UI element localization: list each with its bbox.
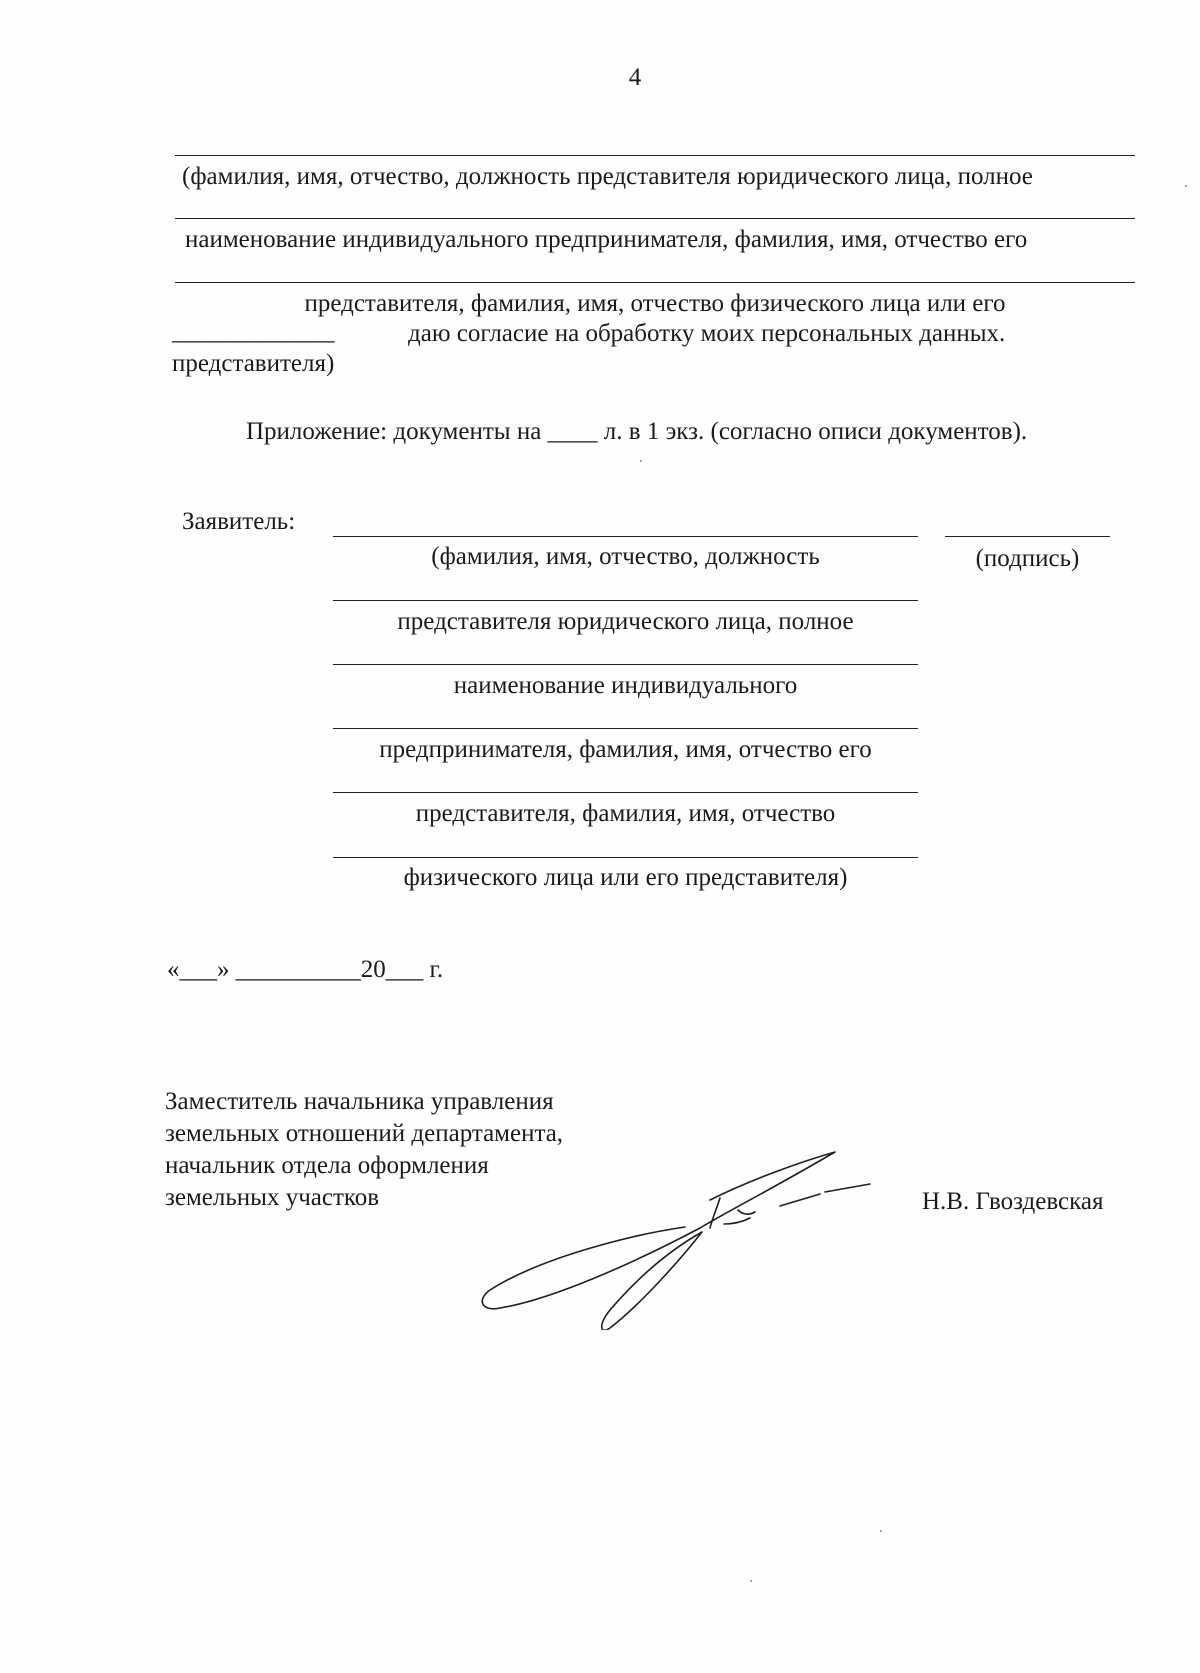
applicant-line bbox=[333, 728, 918, 729]
form-hint-line-2: наименование индивидуального предпринимателя, фамилия, имя, отчество его bbox=[185, 226, 1028, 253]
signature-line bbox=[945, 536, 1110, 537]
form-line bbox=[175, 218, 1135, 219]
consent-text: даю согласие на обработку моих персональных данных. bbox=[408, 320, 1006, 347]
form-hint-line-4: представителя) bbox=[172, 350, 335, 377]
date-close-quote: » bbox=[217, 956, 230, 983]
date-year-blank: ___ bbox=[385, 956, 424, 983]
signatory-position-3: начальник отдела оформления bbox=[165, 1152, 489, 1179]
applicant-hint-6: физического лица или его представителя) bbox=[403, 864, 848, 891]
signatory-position-1: Заместитель начальника управления bbox=[165, 1088, 554, 1115]
applicant-line bbox=[333, 792, 918, 793]
page-number: 4 bbox=[628, 64, 642, 91]
applicant-hint-5: представителя, фамилия, имя, отчество bbox=[415, 800, 836, 827]
date-day-blank: ___ bbox=[179, 956, 217, 983]
attachment-text: Приложение: документы на ____ л. в 1 экз. (согласно описи документов). bbox=[246, 418, 1028, 445]
scan-speck bbox=[640, 460, 642, 462]
consent-blank: _____________ bbox=[172, 318, 335, 345]
applicant-label: Заявитель: bbox=[182, 508, 296, 535]
applicant-hint-1: (фамилия, имя, отчество, должность bbox=[431, 543, 820, 570]
date-year-prefix: 20 bbox=[360, 956, 386, 983]
applicant-hint-2: представителя юридического лица, полное bbox=[397, 608, 854, 635]
date-month-blank: __________ bbox=[235, 956, 361, 983]
form-hint-line-3: представителя, фамилия, имя, отчество физического лица или его bbox=[304, 290, 1006, 317]
applicant-line bbox=[333, 857, 918, 858]
signatory-position-2: земельных отношений департамента, bbox=[165, 1120, 564, 1147]
applicant-hint-3: наименование индивидуального bbox=[453, 672, 798, 699]
signature-hint: (подпись) bbox=[975, 545, 1080, 572]
scan-speck bbox=[750, 1580, 752, 1582]
date-line bbox=[167, 956, 443, 984]
handwritten-signature bbox=[480, 1140, 880, 1330]
applicant-line bbox=[333, 536, 918, 537]
signatory-position-4: земельных участков bbox=[165, 1184, 380, 1211]
scan-speck bbox=[880, 1530, 882, 1532]
signatory-name: Н.В. Гвоздевская bbox=[922, 1188, 1104, 1215]
date-open-quote: « bbox=[167, 956, 180, 983]
form-line bbox=[175, 282, 1135, 283]
applicant-line bbox=[333, 600, 918, 601]
applicant-hint-4: предпринимателя, фамилия, имя, отчество его bbox=[379, 736, 872, 763]
date-year-suffix: г. bbox=[429, 956, 444, 983]
form-hint-line-1: (фамилия, имя, отчество, должность представителя юридического лица, полное bbox=[182, 163, 1033, 190]
form-line bbox=[175, 155, 1135, 156]
applicant-line bbox=[333, 664, 918, 665]
scan-speck bbox=[1185, 185, 1187, 187]
